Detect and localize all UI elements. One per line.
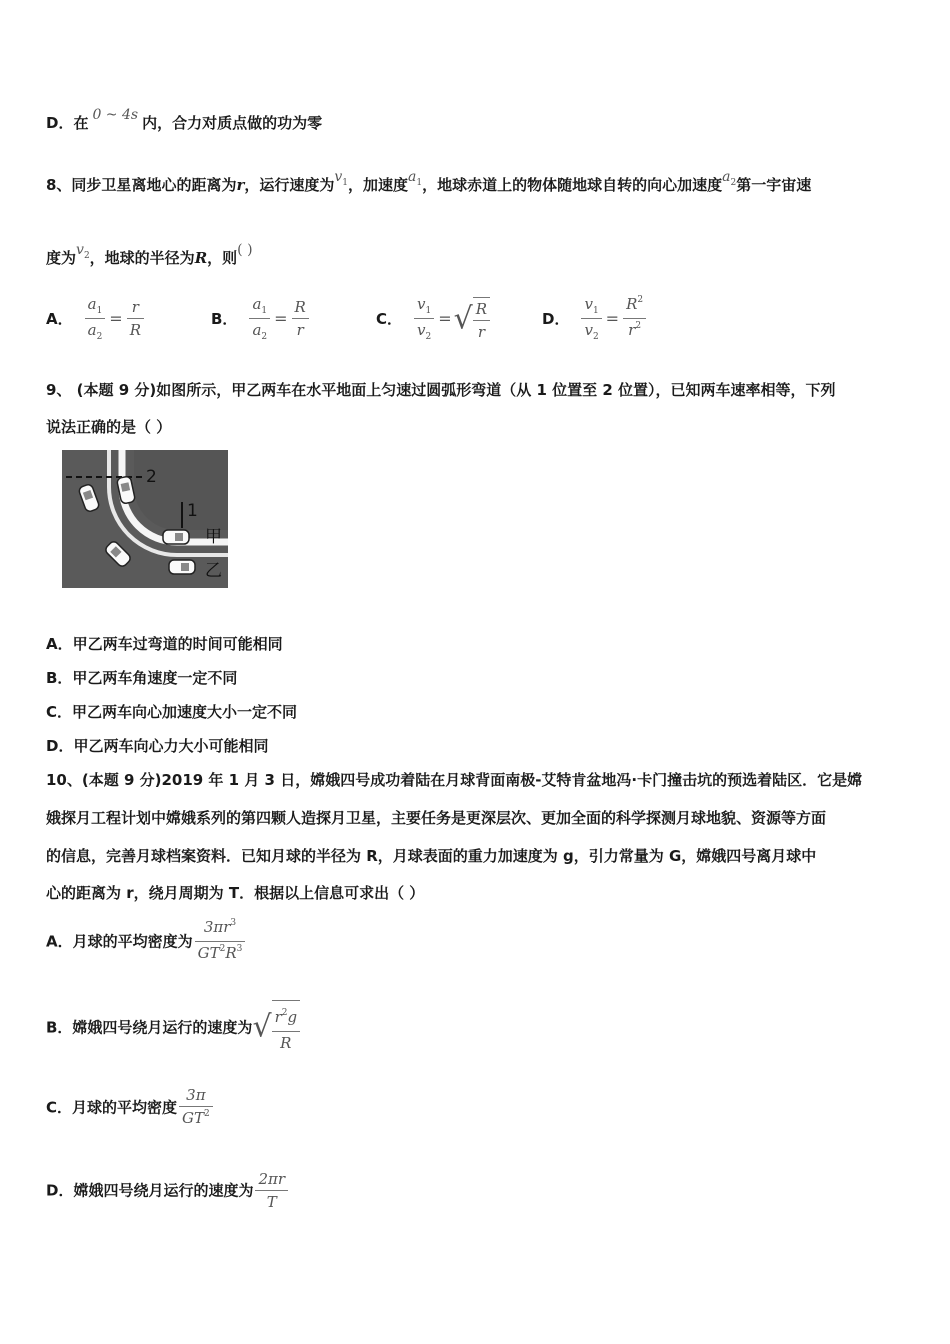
q8-option-a: A． $\frac{a_1}{a_2}$ = $\frac{r}{R}$ xyxy=(46,295,146,342)
q8-text-5: 第一宇宙速 xyxy=(736,176,812,194)
label-car-yi: 乙 xyxy=(205,561,222,581)
q10-stem-line2: 娥探月工程计划中嫦娥系列的第四颗人造探月卫星，主要任务是更深层次、更加全面的科学探测月球地貌、资源等方面 xyxy=(46,809,827,827)
q9-option-d: D．甲乙两车向心力大小可能相同 xyxy=(46,737,269,755)
q9-stem-line2: 说法正确的是（ ） xyxy=(46,418,172,436)
q7-option-d-suffix: 内，合力对质点做的功为零 xyxy=(142,114,323,132)
q9-stem-line1: 9、 (本题 9 分)如图所示，甲乙两车在水平地面上匀速过圆弧形弯道（从 1 位置至 2 位置），已知两车速率相等，下列 xyxy=(46,381,836,399)
q8-text-7: ，地球的半径为 xyxy=(89,249,195,267)
q9-option-c: C．甲乙两车向心加速度大小一定不同 xyxy=(46,703,298,721)
q8-text-3: ，加速度 xyxy=(348,176,409,194)
q8-option-b: B． $\frac{a_1}{a_2}$ = $\frac{R}{r}$ xyxy=(211,295,311,342)
q8-option-c: C． $\frac{v_1}{v_2}$ =√ $\frac{R}{r}$ xyxy=(376,295,490,342)
q9-option-a: A．甲乙两车过弯道的时间可能相同 xyxy=(46,635,283,653)
q8-text-4: ，地球赤道上的物体随地球自转的向心加速度 xyxy=(422,176,723,194)
q7-option-d xyxy=(46,107,323,134)
q8-var-r: r xyxy=(236,176,245,194)
q8-text-1: 8、同步卫星离地心的距离为 xyxy=(46,176,237,194)
q8-stem-line1 xyxy=(46,169,812,198)
label-car-jia: 甲 xyxy=(205,527,222,547)
q8-text-6: 度为 xyxy=(46,249,77,267)
sqrt-symbol: √ $\frac{r^2g}{R}$ xyxy=(252,1000,300,1055)
q9-curve-road-figure xyxy=(62,450,228,588)
q10-stem-line4: 心的距离为 r，绕月周期为 T．根据以上信息可求出（ ） xyxy=(46,884,425,902)
car-1-inner xyxy=(163,530,189,544)
q10-option-b: B．嫦娥四号绕月运行的速度为√ $\frac{r^2g}{R}$ xyxy=(46,1000,300,1055)
q7-option-d-math: 0 ~ 4s xyxy=(92,107,139,123)
car-1-outer xyxy=(169,560,195,574)
q8-var-R: R xyxy=(194,249,208,267)
label-pos-1: 1 xyxy=(187,501,198,521)
label-pos-2: 2 xyxy=(146,467,157,487)
q8-var-v2: $v_2$ xyxy=(76,242,90,261)
q8-var-a1: $a_1$ xyxy=(408,169,423,188)
q9-option-b: B．甲乙两车角速度一定不同 xyxy=(46,669,238,687)
q10-option-d: D．嫦娥四号绕月运行的速度为 $\frac{2\pi r}{T}$ xyxy=(46,1167,290,1214)
q10-stem-line3: 的信息，完善月球档案资料．已知月球的半径为 R，月球表面的重力加速度为 g，引力常量为 G，嫦娥四号离月球中 xyxy=(46,847,817,865)
q8-option-d: D． $\frac{v_1}{v_2}$ = $\frac{R^2}{r^2}$ xyxy=(542,295,648,342)
q8-var-v1: $v_1$ xyxy=(334,169,349,188)
q8-stem-line2 xyxy=(46,242,253,271)
q8-text-8: ，则 xyxy=(207,249,238,267)
sqrt-symbol: √ $\frac{R}{r}$ xyxy=(454,297,490,341)
q7-option-d-prefix: D．在 xyxy=(46,114,89,132)
q8-var-a2: $a_2$ xyxy=(722,169,737,188)
q10-option-c: C．月球的平均密度 $\frac{3\pi}{GT^2}$ xyxy=(46,1084,215,1131)
q10-option-a: A．月球的平均密度为 $\frac{3\pi r^3}{GT^2R^3}$ xyxy=(46,918,247,965)
q8-answer-paren: ( ) xyxy=(237,242,253,258)
q8-text-2: ，运行速度为 xyxy=(244,176,335,194)
q10-stem-line1: 10、(本题 9 分)2019 年 1 月 3 日，嫦娥四号成功着陆在月球背面南极-艾特肯盆地冯·卡门撞击坑的预选着陆区．它是嫦 xyxy=(46,771,863,789)
